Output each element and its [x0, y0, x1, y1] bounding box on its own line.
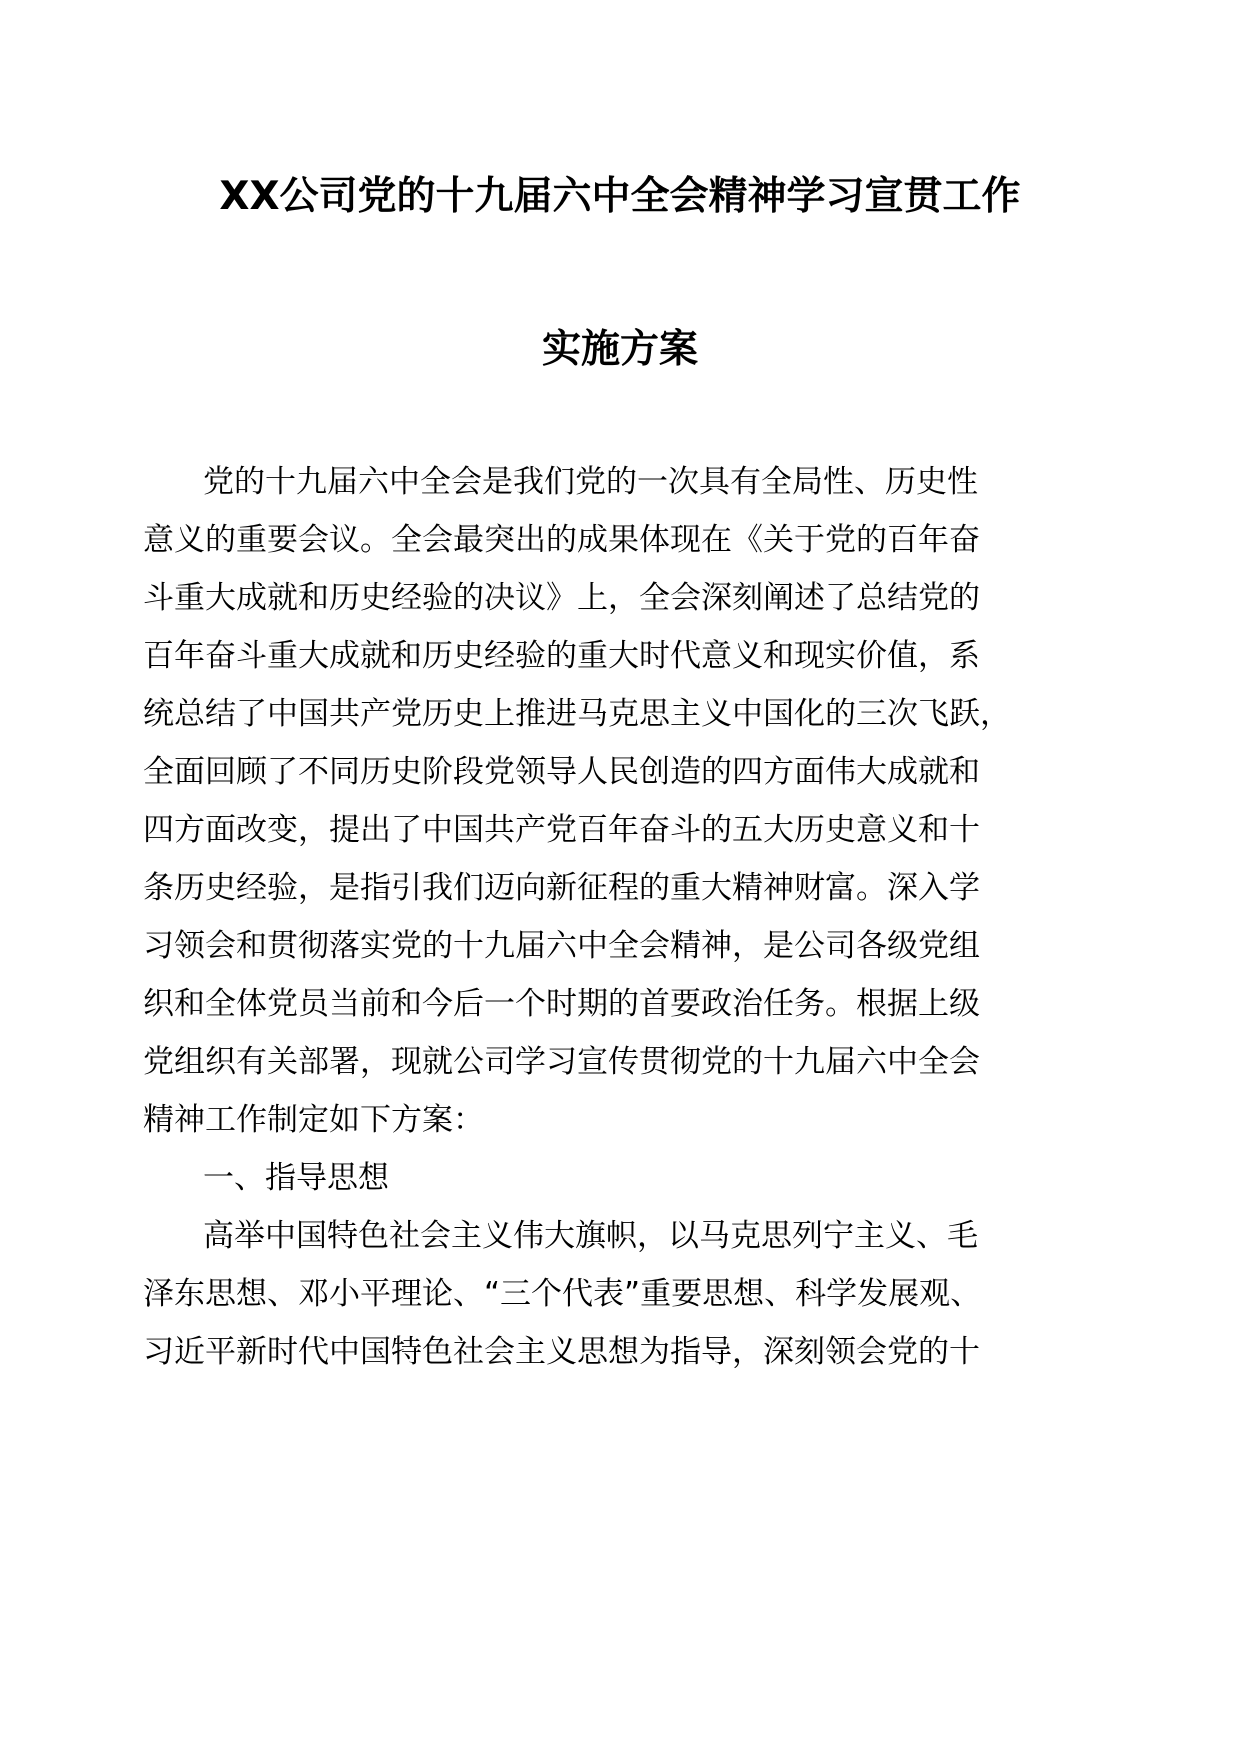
paragraph-line: 党组织有关部署，现就公司学习宣传贯彻党的十九届六中全会: [143, 1044, 980, 1080]
paragraph-line: 泽东思想、邓小平理论、“三个代表”重要思想、科学发展观、: [143, 1276, 982, 1312]
section-heading: 一、指导思想: [203, 1160, 389, 1196]
paragraph-line: 习领会和贯彻落实党的十九届六中全会精神，是公司各级党组: [143, 928, 980, 964]
document-title-line-2: 实施方案: [541, 327, 698, 372]
paragraph-line: 百年奋斗重大成就和历史经验的重大时代意义和现实价值，系: [143, 638, 980, 674]
paragraph-line: 统总结了中国共产党历史上推进马克思主义中国化的三次飞跃，: [143, 696, 1011, 732]
paragraph-line: 意义的重要会议。全会最突出的成果体现在《关于党的百年奋: [143, 522, 980, 558]
paragraph-line: 全面回顾了不同历史阶段党领导人民创造的四方面伟大成就和: [143, 754, 980, 790]
document-title-line-1: XX公司党的十九届六中全会精神学习宣贯工作: [219, 174, 1021, 219]
paragraph-line: 斗重大成就和历史经验的决议》上，全会深刻阐述了总结党的: [143, 580, 980, 616]
paragraph-line: 习近平新时代中国特色社会主义思想为指导，深刻领会党的十: [143, 1334, 980, 1370]
paragraph-line: 条历史经验，是指引我们迈向新征程的重大精神财富。深入学: [143, 870, 980, 906]
paragraph-line: 党的十九届六中全会是我们党的一次具有全局性、历史性: [203, 464, 978, 500]
paragraph-line: 四方面改变，提出了中国共产党百年奋斗的五大历史意义和十: [143, 812, 980, 848]
paragraph-line: 高举中国特色社会主义伟大旗帜，以马克思列宁主义、毛: [203, 1218, 978, 1254]
paragraph-line: 织和全体党员当前和今后一个时期的首要政治任务。根据上级: [143, 986, 980, 1022]
paragraph-line: 精神工作制定如下方案：: [143, 1102, 484, 1138]
